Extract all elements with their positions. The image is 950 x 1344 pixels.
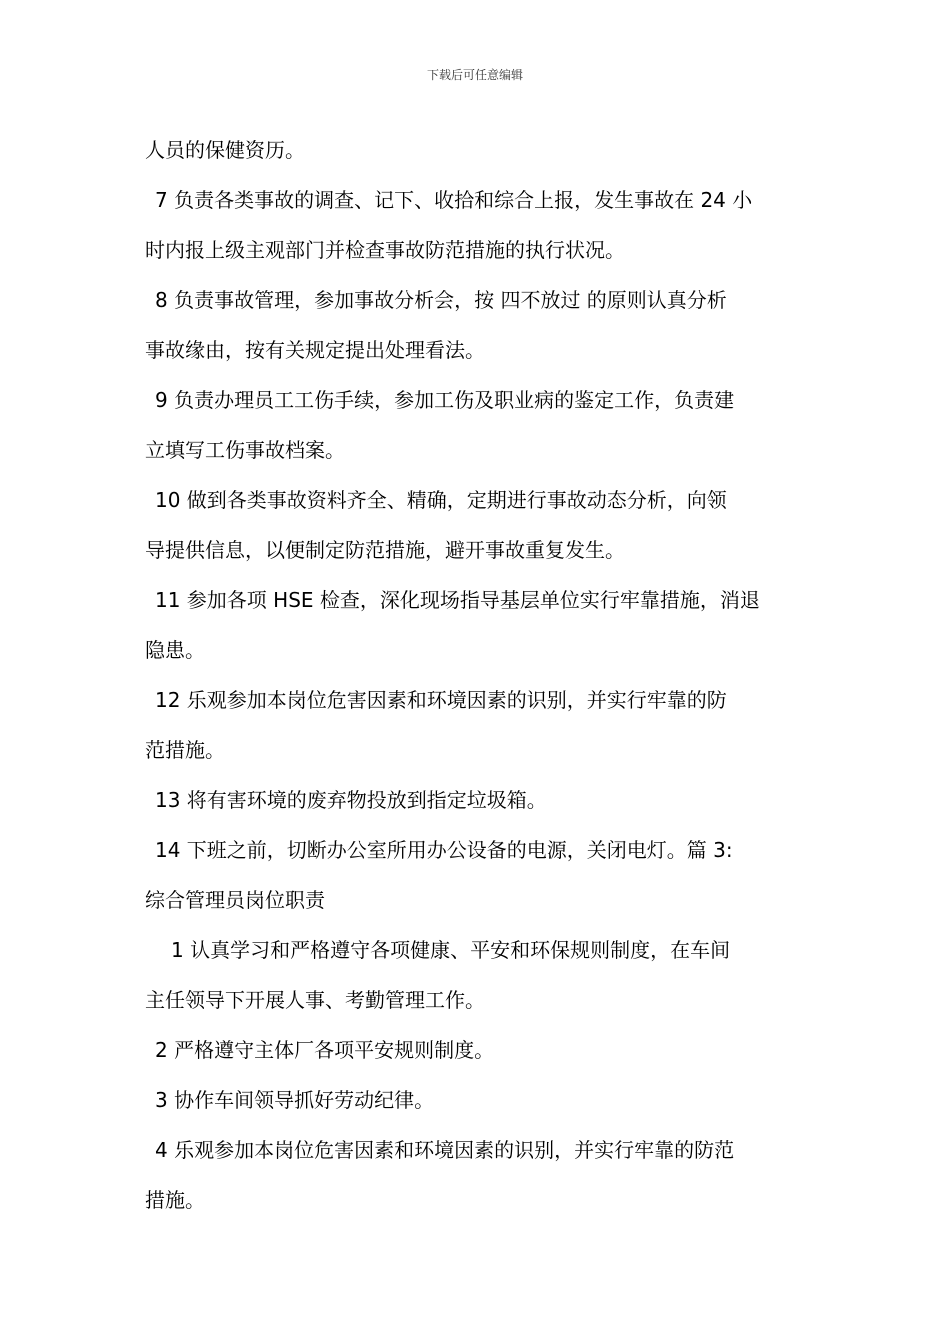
text-line: 主任领导下开展人事、考勤管理工作。 — [145, 988, 485, 1012]
text-line: 1 认真学习和严格遵守各项健康、平安和环保规则制度，在车间 — [171, 938, 731, 962]
text-line: 时内报上级主观部门并检查事故防范措施的执行状况。 — [145, 238, 625, 262]
text-line: 10 做到各类事故资料齐全、精确，定期进行事故动态分析，向领 — [155, 488, 727, 512]
section-title: 综合管理员岗位职责 — [145, 888, 325, 912]
text-line: 3 协作车间领导抓好劳动纪律。 — [155, 1088, 435, 1112]
text-line: 2 严格遵守主体厂各项平安规则制度。 — [155, 1038, 495, 1062]
text-line: 9 负责办理员工工伤手续，参加工伤及职业病的鉴定工作，负责建 — [155, 388, 735, 412]
text-line: 4 乐观参加本岗位危害因素和环境因素的识别，并实行牢靠的防范 — [155, 1138, 735, 1162]
text-line: 范措施。 — [145, 738, 225, 762]
text-line: 导提供信息，以便制定防范措施，避开事故重复发生。 — [145, 538, 625, 562]
text-line: 7 负责各类事故的调查、记下、收拾和综合上报，发生事故在 24 小 — [155, 188, 753, 212]
text-line: 11 参加各项 HSE 检查，深化现场指导基层单位实行牢靠措施，消退 — [155, 588, 760, 612]
text-line: 14 下班之前，切断办公室所用办公设备的电源，关闭电灯。篇 3: — [155, 838, 733, 862]
text-line: 立填写工伤事故档案。 — [145, 438, 345, 462]
text-line: 13 将有害环境的废弃物投放到指定垃圾箱。 — [155, 788, 547, 812]
text-line: 8 负责事故管理，参加事故分析会，按 四不放过 的原则认真分析 — [155, 288, 727, 312]
text-line: 12 乐观参加本岗位危害因素和环境因素的识别，并实行牢靠的防 — [155, 688, 727, 712]
page-header: 下载后可任意编辑 — [426, 68, 523, 82]
text-line: 措施。 — [145, 1188, 205, 1212]
text-line: 事故缘由，按有关规定提出处理看法。 — [145, 338, 485, 362]
text-line: 人员的保健资历。 — [145, 138, 305, 162]
document-body — [145, 125, 810, 1225]
text-line: 隐患。 — [145, 638, 205, 662]
